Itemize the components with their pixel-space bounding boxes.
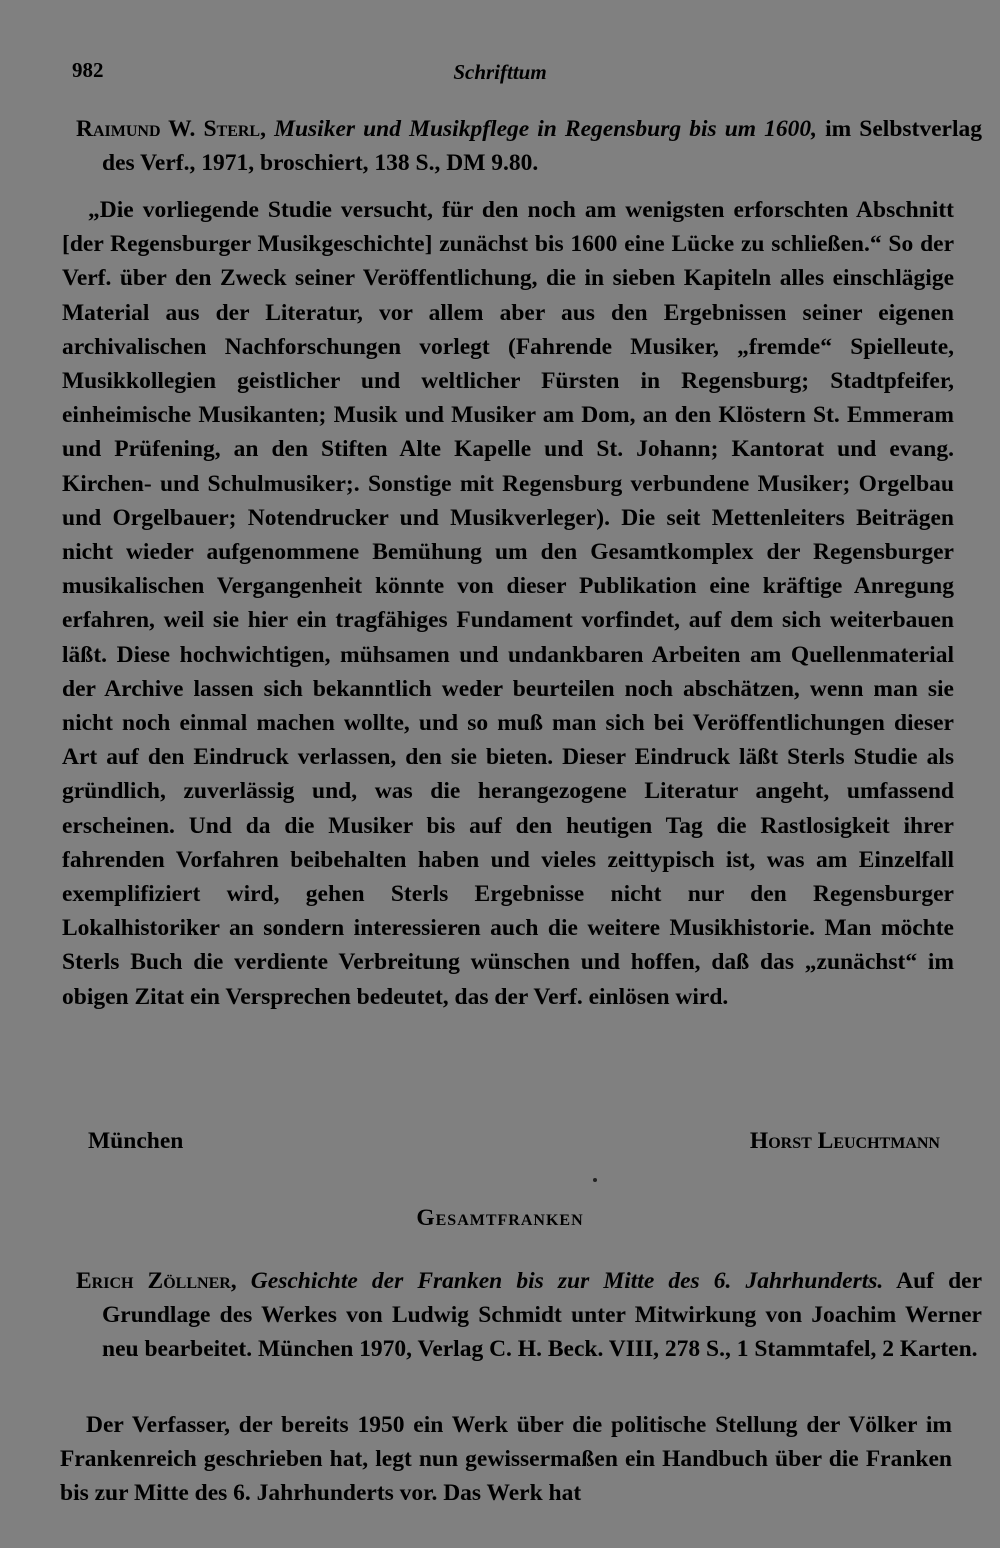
review1-body: „Die vorliegende Studie versucht, für den noch am wenigsten erforschten Abschnitt [der Regensburger Musikgeschichte] zunächst bis 1600 eine Lücke zu schließen.“ So der Verf. über den Zweck seiner Veröffentlichung, die in sieben Kapiteln alles einschlägige Material aus der Literatur, vor allem aber aus den Ergebnissen seiner eigenen archivalischen Nachforschungen vorlegt (Fahrende Musiker, „fremde“ Spielleute, Musikkollegien geistlicher und weltlicher Fürsten in Regensburg; Stadtpfeifer, einheimische Musikanten; Musik und Musiker am Dom, an den Klöstern St. Emmeram und Prüfening, an den Stiften Alte Kapelle und St. Johann; Kantorat und evang. Kirchen- und Schulmusiker;. Sonstige mit Regensburg verbundene Musiker; Orgelbau und Orgelbauer; Notendrucker und Musikverleger). Die seit Mettenleiters Beiträgen nicht wieder aufgenommene Bemühung um den Gesamtkomplex der Regensburger musikalischen Vergangenheit könnte von dieser Publikation eine kräftige Anregung erfahren, weil sie hier ein tragfähiges Fundament vorfindet, auf dem sich weiterbauen läßt. Diese hochwichtigen, mühsamen und undankbaren Arbeiten am Quellenmaterial der Archive lassen sich bekanntlich weder beurteilen noch abschätzen, wenn man sie nicht noch einmal machen wollte, und so muß man sich bei Veröffentlichungen dieser Art auf den Eindruck verlassen, den sie bieten. Dieser Eindruck läßt Sterls Studie als gründlich, zuverlässig und, was die herangezogene Literatur angeht, umfassend erscheinen. Und da die Musiker bis auf den heutigen Tag die Rastlosigkeit ihrer fahrenden Vorfahren beibehalten haben und vieles zeittypisch ist, was am Einzelfall exemplifiziert wird, gehen Sterls Ergebnisse nicht nur den Regensburger Lokalhistoriker an sondern interessieren auch die weitere Musikhistorie. Man möchte Sterls Buch die verdiente Verbreitung wünschen und hoffen, daß das „zunächst“ im obigen Zitat ein Versprechen bedeutet, das der Verf. einlösen wird. — [62, 197, 954, 1010]
review2-citation — [76, 1264, 982, 1366]
review2-details: Auf der Grundlage des Werkes von Ludwig Schmidt unter Mitwirkung von Joachim Werner neu bearbeitet. München 1970, Verlag C. H. Beck. VIII, 278 S., 1 Stammtafel, 2 Karten. — [102, 1268, 983, 1362]
section-title: Gesamtfranken — [416, 1205, 584, 1231]
separator-dot — [593, 1178, 597, 1182]
review2-title: Geschichte der Franken bis zur Mitte des 6. Jahrhunderts. — [250, 1268, 884, 1294]
review1-signoff — [88, 1124, 940, 1158]
review1-citation — [76, 112, 982, 180]
review1-title: Musiker und Musikpflege in Regensburg bis um 1600, — [274, 116, 818, 142]
running-title: Schrifttum — [453, 60, 547, 84]
review1-place: München — [88, 1128, 184, 1154]
review1-details: im Selbstverlag des Verf., 1971, broschiert, 138 S., DM 9.80. — [102, 116, 983, 176]
page-number: 982 — [72, 58, 104, 82]
review1-author: Raimund W. Sterl, — [76, 116, 266, 142]
review2-author: Erich Zöllner, — [76, 1268, 237, 1294]
review1-reviewer: Horst Leuchtmann — [749, 1128, 940, 1154]
review2-body: Der Verfasser, der bereits 1950 ein Werk über die politische Stellung der Völker im Frankenreich geschrieben hat, legt nun gewissermaßen ein Handbuch über die Franken bis zur Mitte des 6. Jahrhunderts vor. Das Werk hat — [60, 1412, 952, 1507]
